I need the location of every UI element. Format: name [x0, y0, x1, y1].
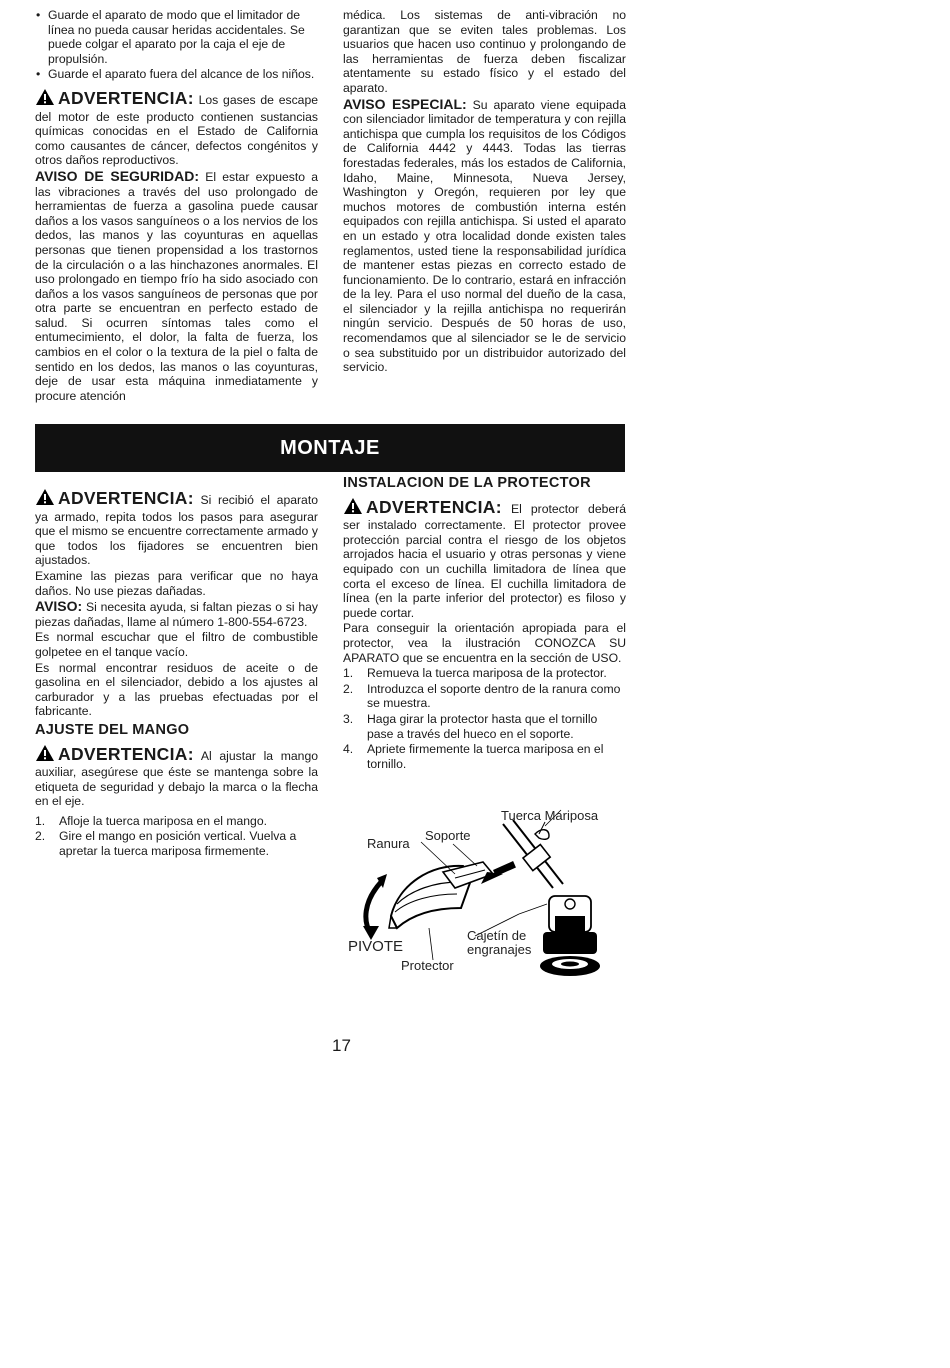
safety-notice-label: AVISO DE SEGURIDAD: [35, 167, 200, 184]
warning-title: ADVERTENCIA: [58, 87, 194, 108]
bracket-label: Soporte [425, 828, 471, 843]
pivot-label: PIVOTE [348, 938, 404, 955]
exhaust-warning [35, 88, 318, 168]
shield-illustration [343, 804, 626, 984]
warning-text: El protector deberá ser instalado correctamente. El protector provee protección parcial contra el riesgo de los objetos arrojados hacia el usuario y otras personas y viene equipado con un cuchilla limitadora de línea que corta el exceso de línea. El cuchilla limitadora de línea (en la parte inferior del protector) es filoso y puede cortar. [343, 501, 627, 620]
warning-title: ADVERTENCIA: [58, 488, 194, 508]
safety-notice-text: El estar expuesto a las vibraciones a través del uso prolongado de herramientas de fuerza a gasolina puede causar daños a los vasos sanguíneos o a los nervios de los dedos, las manos y las coyunturas en aquellas personas que tienen propensidad a los trastornos de la circulación o a las hinchazones anormales. El uso prolongado en tiempo frío ha sido asociado con daños a los vasos sanguíneos de personas que por otra parte se encuentran en perfecto estado de salud. Si ocurren síntomas tales como el entumecimiento, el dolor, la falta de fuerza, los cambios en el color o la textura de la piel o falta de sentido en los dedos, las manos o las coyunturas, deje de usar esta máquina inmediatamente y procure atención [35, 169, 318, 403]
warning-text: Si recibió el aparato ya armado, repita todos los pasos para asegurar que el mismo se encuentre correctamente armado y que todos los fijadores se encuentren bien ajustados. [35, 493, 318, 568]
special-notice-label: AVISO ESPECIAL: [343, 95, 467, 112]
list-item: • Guarde el aparato fuera del alcance de los niños. [36, 67, 315, 82]
list-item: 3. Haga girar la protector hasta que el tornillo pase a través del hueco en el soporte. [343, 711, 598, 741]
shield-steps [343, 666, 626, 771]
orientation-text: Para conseguir la orientación apropiada para el protector, vea la ilustración CONOZCA SU APARATO que se encuentra en la sección de USO. [343, 621, 626, 665]
page-number: 17 [332, 1036, 351, 1055]
vibration-continuation: médica. Los sistemas de anti-vibración no garantizan que se eviten tales problemas. Los usuarios que hacen uso continuo y prolongando de las herramientas de fuerza deben fiscalizar atentamente su estado físico y el estado del aparato. [343, 8, 626, 95]
warning-text: Los gases de escape del motor de este producto contienen sustancias químicas conocidas en el Estado de California como causantes de cáncer, defectos congénitos y otros daños reproductivos. [35, 92, 319, 168]
shield-install-heading: INSTALACION DE LA PROTECTOR [343, 475, 591, 491]
gear-housing-label-1: Cajetín de [467, 928, 527, 943]
handle-adjust-heading: AJUSTE DEL MANGO [35, 721, 190, 738]
safety-notice [35, 169, 318, 404]
handle-steps [35, 814, 318, 859]
storage-bullets [35, 8, 318, 82]
warning-title: ADVERTENCIA: [366, 496, 502, 517]
wing-nut-label: Tuerca Mariposa [501, 808, 599, 823]
special-notice [343, 97, 626, 375]
section-title-bar: MONTAJE [35, 424, 625, 472]
shield-install-figure [343, 804, 626, 984]
bottom-right-column [343, 476, 626, 772]
warning-triangle-icon [35, 88, 55, 110]
warning-triangle-icon [343, 497, 363, 519]
list-item: 1. Afloje la tuerca mariposa en el mango. [35, 813, 267, 828]
shield-warning [343, 497, 626, 621]
special-notice-text: Su aparato viene equipada con silenciador limitador de temperatura y con rejilla antichispa que cumpla los requisitos de los Códigos de California 4442 y 4443. Todas las tierras forestadas federales, más los estados de California, Idaho, Maine, Minnesota, Nueva Jersey, Washington y Oregón, requieren por ley que muchos motores de combustión interna estén equipados con rejilla antichispa. Si usted el aparato en un estado y otra localidad donde existen tales reglamentos, usted tiene la responsabilidad jurídica de mantener estas piezas en correcto estado de funcionamiento. De lo contrario, estará en infracción de la ley. Para el uso normal del dueño de la casa, el silenciador y la rejilla antichispa no requerirán ningún servicio. Después de 50 horas de uso, recomendamos que al silenciador se le de servicio o sea substituido por un distribuidor autorizado del servicio. [343, 97, 626, 375]
warning-title: ADVERTENCIA: [58, 743, 194, 764]
bottom-left-column [35, 488, 318, 860]
list-item: • Guarde el aparato de modo que el limitador de línea no pueda causar heridas accidentales. Se puede colgar el aparato por la caja el eje de propulsión. [36, 8, 305, 66]
warning-text: Al ajustar la mango auxiliar, asegúrese que éste se mantenga sobre la etiqueta de seguridad y debajo la marca o la flecha en el eje. [35, 748, 318, 809]
list-item: 2. Gire el mango en posición vertical. Vuelva a apretar la tuerca mariposa firmemente. [35, 829, 297, 859]
top-left-column [35, 8, 318, 404]
gear-housing-label-2: engranajes [467, 942, 532, 957]
list-item: 2. Introduzca el soporte dentro de la ranura como se muestra. [343, 681, 621, 711]
handle-warning [35, 744, 318, 809]
notice-text: Si necesita ayuda, si faltan piezas o si hay piezas dañadas, llame al número 1-800-554-6723. [35, 600, 318, 629]
notice-label: AVISO: [35, 598, 83, 615]
inspect-parts-text: Examine las piezas para verificar que no haya daños. No use piezas dañadas. [35, 568, 318, 598]
residue-text: Es normal encontrar residuos de aceite o de gasolina en el silenciador, debido a los ajustes al carburador y a las pruebas efectuadas por el fabricante. [35, 660, 318, 719]
assembly-warning [35, 488, 318, 568]
warning-triangle-icon [35, 744, 55, 766]
list-item: 1. Remueva la tuerca mariposa de la protector. [343, 666, 607, 681]
top-right-column [343, 8, 626, 376]
help-notice [35, 599, 318, 629]
fuel-filter-text: Es normal escuchar que el filtro de combustible golpetee en el tanque vacío. [35, 630, 318, 659]
slot-label: Ranura [367, 836, 410, 851]
shield-label: Protector [401, 958, 454, 973]
list-item: 4. Apriete firmemente la tuerca mariposa en el tornillo. [343, 742, 604, 771]
warning-triangle-icon [35, 488, 55, 510]
